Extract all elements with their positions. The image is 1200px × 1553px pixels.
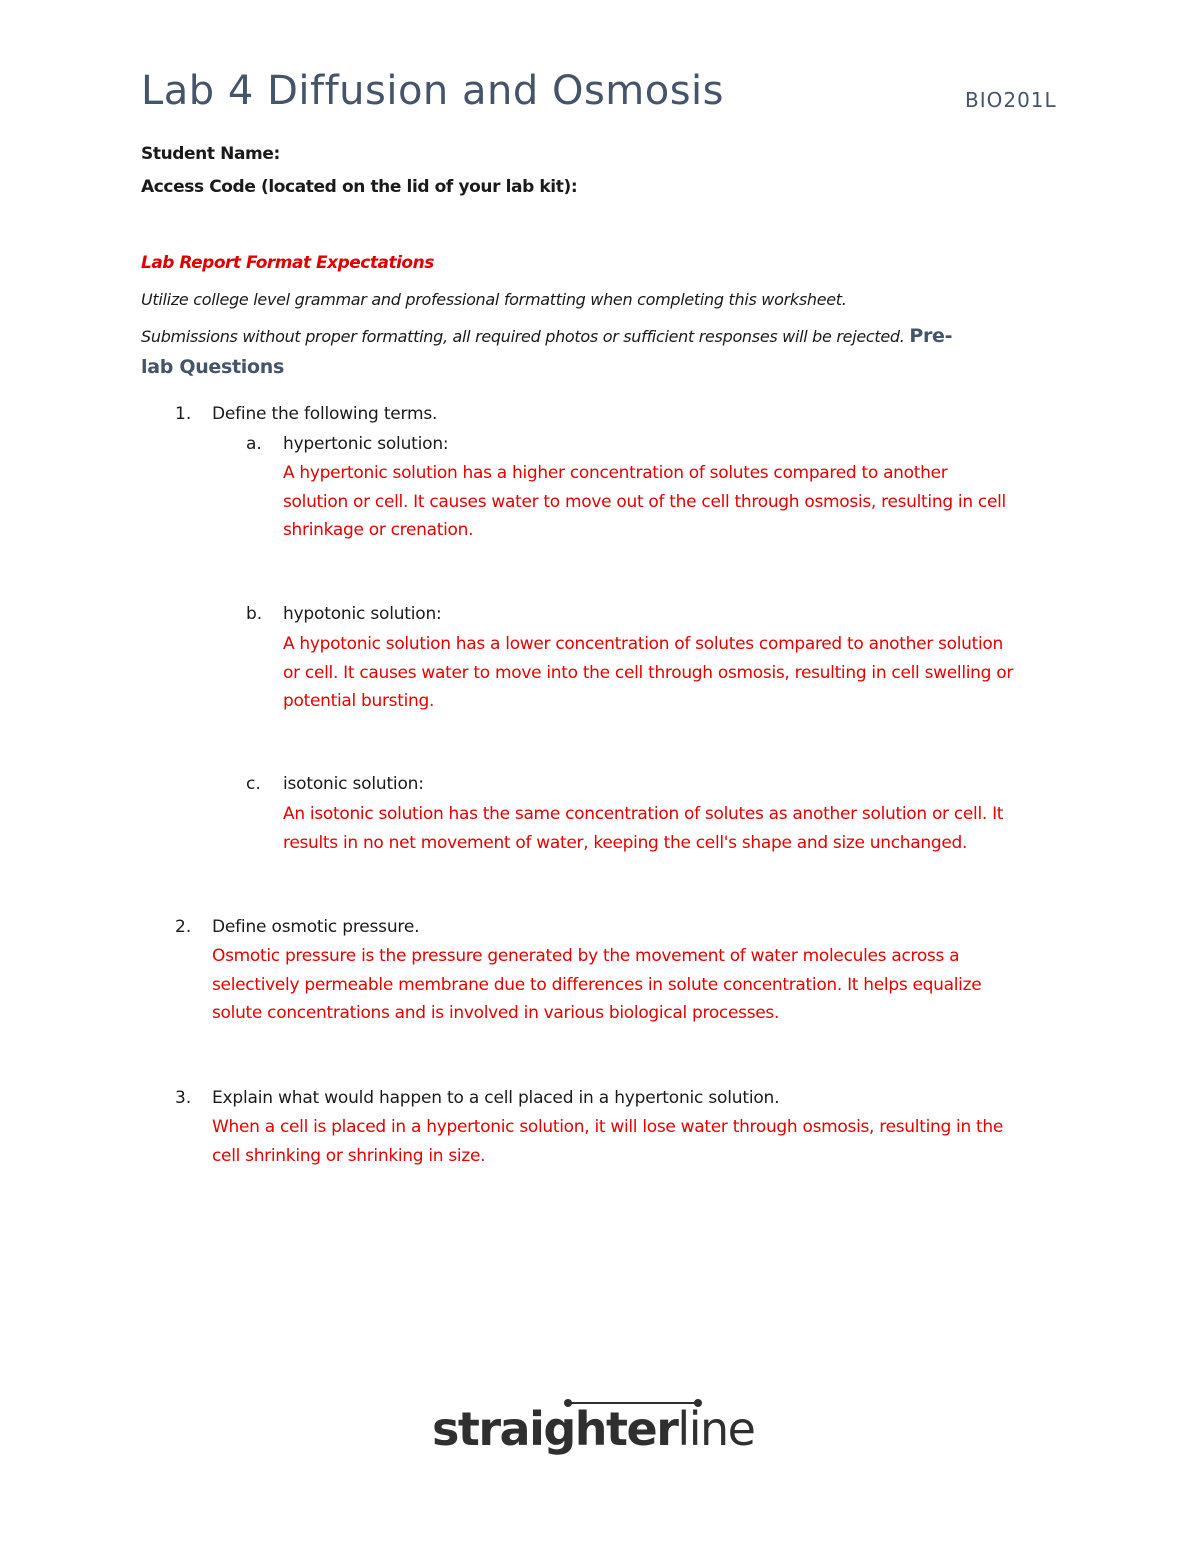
subitem-term: hypotonic solution: — [283, 604, 442, 624]
question-number: 2. — [175, 917, 192, 937]
answer-line: solute concentrations and is involved in various biological processes. — [212, 1003, 780, 1023]
question-number: 1. — [175, 404, 192, 424]
student-name-label: Student Name: — [141, 144, 280, 164]
answer-line: Osmotic pressure is the pressure generated by the movement of water molecules across a — [212, 946, 960, 966]
access-code-label: Access Code (located on the lid of your lab kit): — [141, 177, 578, 197]
answer-line: shrinkage or crenation. — [283, 520, 474, 540]
logo-text-bold: straighter — [432, 1402, 678, 1456]
answer-isotonic — [283, 800, 1073, 857]
section-heading-part1: Pre- — [909, 325, 953, 347]
answer-line: cell shrinking or shrinking in size. — [212, 1145, 486, 1166]
subitem-term: hypertonic solution: — [283, 434, 449, 454]
page-title: Lab 4 Diffusion and Osmosis — [141, 68, 725, 114]
course-code: BIO201L — [965, 88, 1057, 112]
answer-line: A hypertonic solution has a higher concentration of solutes compared to another — [283, 463, 948, 483]
answer-line: potential bursting. — [283, 691, 435, 711]
answer-line: selectively permeable membrane due to differences in solute concentration. It helps equalize — [212, 974, 982, 995]
question-text: Define the following terms. — [212, 404, 438, 424]
question-number: 3. — [175, 1088, 192, 1108]
format-line-2-text: Submissions without proper formatting, all required photos or sufficient responses will be rejected. — [141, 327, 905, 346]
logo-text-light: line — [677, 1402, 755, 1456]
format-heading: Lab Report Format Expectations — [141, 253, 434, 273]
format-line-2 — [141, 325, 952, 347]
answer-hypertonic-cell — [212, 1113, 1072, 1170]
answer-line: A hypotonic solution has a lower concentration of solutes compared to another solution — [283, 634, 1003, 654]
answer-line: solution or cell. It causes water to move out of the cell through osmosis, resulting in cell — [283, 491, 1006, 512]
answer-hypotonic — [283, 630, 1073, 716]
section-heading-part2: lab Questions — [141, 356, 285, 378]
answer-line: or cell. It causes water to move into the cell through osmosis, resulting in cell swelling or — [283, 662, 1014, 683]
straighterline-logo — [432, 1402, 754, 1456]
answer-line: An isotonic solution has the same concentration of solutes as another solution or cell. It — [283, 804, 1004, 824]
question-text: Define osmotic pressure. — [212, 917, 420, 937]
format-line-1: Utilize college level grammar and professional formatting when completing this worksheet. — [141, 290, 847, 309]
subitem-term: isotonic solution: — [283, 774, 424, 794]
answer-line: When a cell is placed in a hypertonic solution, it will lose water through osmosis, resulting in the — [212, 1117, 1004, 1137]
subitem-letter: a. — [246, 434, 262, 454]
answer-line: results in no net movement of water, keeping the cell's shape and size unchanged. — [283, 832, 968, 853]
subitem-letter: c. — [246, 774, 261, 794]
answer-osmotic-pressure — [212, 942, 1072, 1028]
subitem-letter: b. — [246, 604, 263, 624]
answer-hypertonic — [283, 459, 1073, 545]
question-text: Explain what would happen to a cell placed in a hypertonic solution. — [212, 1088, 780, 1108]
